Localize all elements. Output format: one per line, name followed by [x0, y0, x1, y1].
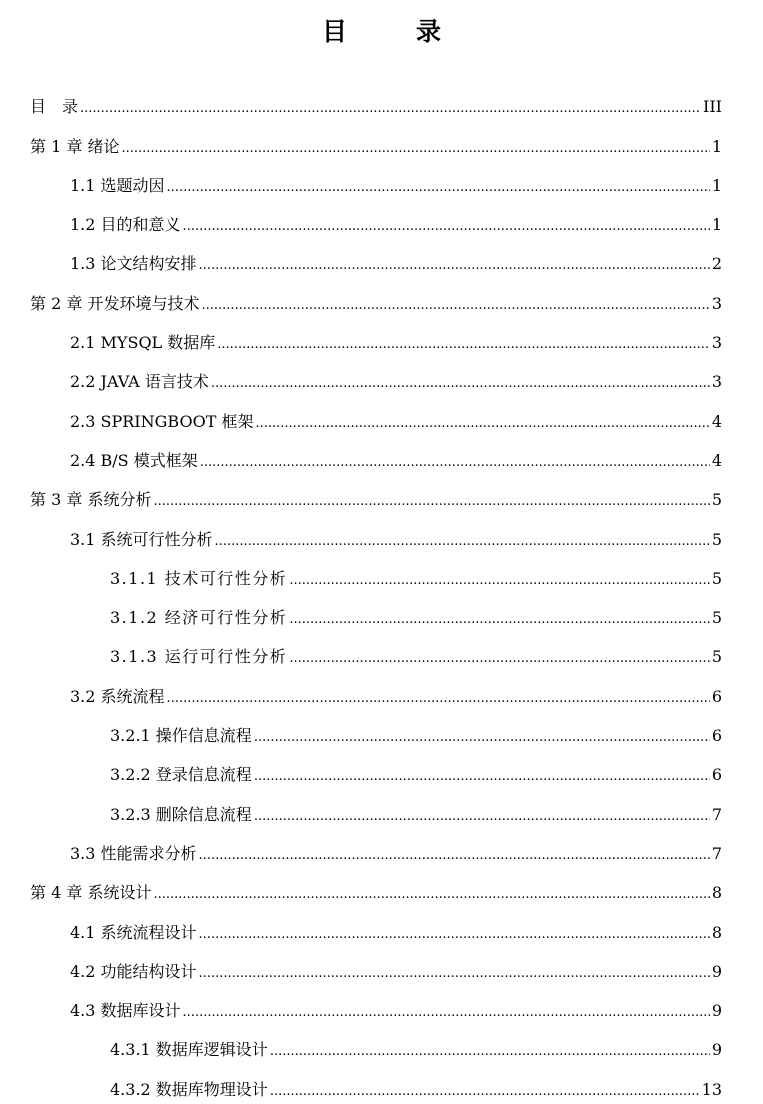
page-title: 目 录 [321, 17, 463, 46]
toc-entry-1-1[interactable] [0, 161, 722, 200]
toc-entry-page: 8 [711, 883, 722, 903]
toc-entry-chapter-4[interactable] [0, 868, 722, 907]
dot-leader [153, 490, 709, 512]
toc-entry-label: 1.2 目的和意义 [70, 215, 181, 235]
toc-entry-label: 2.2 JAVA 语言技术 [70, 372, 209, 392]
toc-entry-3-1[interactable] [0, 514, 722, 553]
toc-entry-chapter-3[interactable] [0, 475, 722, 514]
toc-entry-chapter-2[interactable] [0, 278, 722, 317]
toc-entry-page: 6 [711, 765, 722, 785]
toc-entry-page: 2 [711, 254, 722, 274]
toc-entry-page: 4 [711, 411, 722, 431]
toc-entry-page: 1 [711, 136, 722, 156]
toc-entry-label: 第 4 章 系统设计 [30, 883, 152, 903]
toc-entry-label: 3.1.1 技术可行性分析 [110, 568, 288, 588]
toc-entry-4-3[interactable] [0, 986, 722, 1025]
toc-entry-4-3-1[interactable] [0, 1025, 722, 1064]
toc-entry-3-2[interactable] [0, 671, 722, 710]
toc-entry-label: 4.1 系统流程设计 [70, 922, 197, 942]
dot-leader [217, 333, 710, 355]
toc-entry-page: 3 [711, 372, 722, 392]
toc-entry-page: 5 [711, 647, 722, 667]
toc-entry-label: 1.3 论文结构安排 [70, 254, 197, 274]
dot-leader [200, 451, 710, 473]
dot-leader [289, 647, 710, 669]
toc-entry-3-2-3[interactable] [0, 789, 722, 828]
toc-entry-label: 3.3 性能需求分析 [70, 843, 197, 863]
toc-entry-page: 3 [711, 333, 722, 353]
dot-leader [153, 883, 709, 905]
toc-entry-page: 8 [711, 922, 722, 942]
toc-entry-2-4[interactable] [0, 436, 722, 475]
dot-leader [167, 176, 710, 198]
dot-leader [255, 412, 709, 434]
dot-leader [289, 608, 710, 630]
toc-entry-label: 3.2 系统流程 [70, 686, 165, 706]
toc-entry-label: 第 3 章 系统分析 [30, 490, 152, 510]
toc-entry-1-3[interactable] [0, 239, 722, 278]
toc-entry-page: 9 [711, 1040, 722, 1060]
dot-leader [199, 844, 710, 866]
dot-leader [270, 1040, 710, 1062]
toc-entry-page: 5 [711, 529, 722, 549]
toc-entry-page: 6 [711, 686, 722, 706]
toc-entry-page: 5 [711, 490, 722, 510]
toc-entry-label: 目 录 [30, 97, 79, 117]
toc-entry-label: 2.1 MYSQL 数据库 [70, 333, 216, 353]
dot-leader [199, 962, 710, 984]
toc-entry-page: 13 [701, 1079, 722, 1099]
toc-entry-label: 3.1 系统可行性分析 [70, 529, 213, 549]
toc-entry-label: 4.3 数据库设计 [70, 1001, 181, 1021]
toc-entry-3-1-1[interactable] [0, 554, 722, 593]
dot-leader [167, 687, 710, 709]
toc-entry-2-2[interactable] [0, 357, 722, 396]
toc-entry-page: 1 [711, 215, 722, 235]
toc-entry-3-1-3[interactable] [0, 632, 722, 671]
toc-entry-page: 9 [711, 961, 722, 981]
toc-entry-label: 3.2.3 删除信息流程 [110, 804, 252, 824]
toc-entry-label: 2.3 SPRINGBOOT 框架 [70, 411, 254, 431]
toc-entry-3-1-2[interactable] [0, 593, 722, 632]
dot-leader [121, 137, 709, 159]
table-of-contents [0, 82, 763, 1104]
toc-entry-label: 4.2 功能结构设计 [70, 961, 197, 981]
toc-entry-page: 1 [711, 175, 722, 195]
dot-leader [211, 372, 710, 394]
toc-entry-page: 5 [711, 608, 722, 628]
toc-entry-page: 5 [711, 568, 722, 588]
toc-entry-label: 3.2.1 操作信息流程 [110, 726, 252, 746]
toc-entry-4-3-2[interactable] [0, 1064, 722, 1103]
toc-entry-3-2-2[interactable] [0, 750, 722, 789]
toc-entry-3-2-1[interactable] [0, 711, 722, 750]
toc-entry-label: 2.4 B/S 模式框架 [70, 450, 198, 470]
dot-leader [254, 726, 710, 748]
toc-entry-page: 7 [711, 843, 722, 863]
toc-entry-1-2[interactable] [0, 200, 722, 239]
toc-entry-label: 3.1.2 经济可行性分析 [110, 608, 288, 628]
toc-entry-2-1[interactable] [0, 318, 722, 357]
toc-entry-3-3[interactable] [0, 829, 722, 868]
toc-entry-label: 第 1 章 绪论 [30, 136, 120, 156]
dot-leader [80, 97, 701, 119]
toc-entry-page: 4 [711, 450, 722, 470]
toc-entry-4-2[interactable] [0, 947, 722, 986]
toc-entry-label: 第 2 章 开发环境与技术 [30, 293, 200, 313]
dot-leader [201, 294, 709, 316]
toc-entry-page: 6 [711, 726, 722, 746]
dot-leader [254, 765, 710, 787]
toc-entry-4-1[interactable] [0, 907, 722, 946]
toc-entry-label: 1.1 选题动因 [70, 175, 165, 195]
toc-entry-label: 3.2.2 登录信息流程 [110, 765, 252, 785]
toc-entry-page: 7 [711, 804, 722, 824]
dot-leader [199, 254, 710, 276]
toc-entry-chapter-1[interactable] [0, 121, 722, 160]
toc-entry-2-3[interactable] [0, 396, 722, 435]
toc-entry-label: 4.3.2 数据库物理设计 [110, 1079, 268, 1099]
dot-leader [289, 569, 710, 591]
dot-leader [270, 1080, 700, 1102]
dot-leader [183, 215, 710, 237]
toc-entry-label: 4.3.1 数据库逻辑设计 [110, 1040, 268, 1060]
toc-entry-page: 9 [711, 1001, 722, 1021]
toc-entry-contents[interactable] [0, 82, 722, 121]
dot-leader [254, 805, 710, 827]
toc-entry-label: 3.1.3 运行可行性分析 [110, 647, 288, 667]
dot-leader [183, 1001, 710, 1023]
dot-leader [215, 530, 710, 552]
toc-entry-page: 3 [711, 293, 722, 313]
toc-entry-page: III [703, 97, 722, 117]
dot-leader [199, 923, 710, 945]
